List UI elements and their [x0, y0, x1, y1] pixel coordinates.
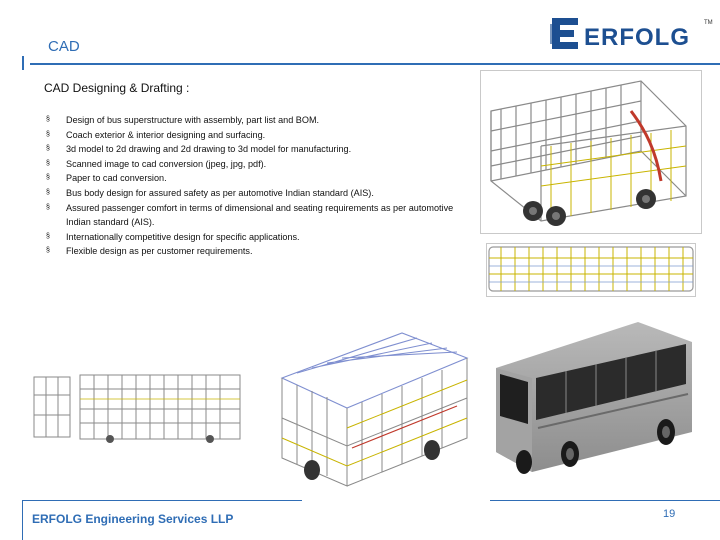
list-item-text: Internationally competitive design for specific applications. [66, 231, 300, 242]
bullet-icon: § [46, 130, 50, 138]
footer-frame-left [22, 500, 23, 540]
logo-tm: TM [704, 20, 713, 26]
page-number: 19 [663, 508, 676, 520]
list-item [46, 142, 476, 157]
list-item [46, 157, 476, 172]
list-item-text: Assured passenger comfort in terms of dimensional and seating requirements as per automotive Indian standard (AIS). [66, 202, 454, 228]
section-heading: CAD Designing & Drafting : [44, 81, 190, 95]
header-divider [30, 63, 720, 65]
list-item-text: Paper to cad conversion. [66, 173, 167, 184]
bullet-icon: § [46, 247, 50, 255]
footer-frame-top [22, 500, 302, 501]
list-item [46, 128, 476, 143]
bullet-icon: § [46, 188, 50, 196]
list-item-text: Design of bus superstructure with assembly, part list and BOM. [66, 115, 320, 125]
list-item-text: Scanned image to cad conversion (jpeg, jpg, pdf). [66, 158, 267, 169]
list-item [46, 186, 476, 201]
bullet-icon: § [46, 116, 50, 123]
list-item [46, 230, 476, 245]
footer-company-name: ERFOLG Engineering Services LLP [32, 512, 234, 526]
bullet-icon: § [46, 232, 50, 240]
bus-rendered-model-image [488, 312, 696, 480]
bus-frame-side-image [486, 243, 696, 297]
bullet-icon: § [46, 159, 50, 167]
list-item-text: Flexible design as per customer requirements. [66, 246, 253, 257]
bullet-icon: § [46, 145, 50, 153]
list-item [46, 201, 476, 230]
bullet-icon: § [46, 174, 50, 182]
bus-frame-multi-view-image [30, 365, 244, 445]
bullet-list [46, 113, 476, 259]
logo-text: ERFOLG [584, 24, 690, 51]
list-item-text: Bus body design for assured safety as per automotive Indian standard (AIS). [66, 187, 374, 198]
list-item [46, 244, 476, 259]
list-item [46, 113, 476, 128]
company-logo [548, 10, 718, 56]
bus-frame-chassis-image [480, 70, 702, 234]
list-item-text: 3d model to 2d drawing and 2d drawing to 3d model for manufacturing. [66, 144, 352, 155]
header-divider-cap [22, 56, 24, 70]
bullet-icon: § [46, 203, 50, 211]
list-item-text: Coach exterior & interior designing and surfacing. [66, 129, 266, 140]
footer-divider [490, 500, 720, 501]
bus-frame-3d-image [252, 318, 474, 490]
list-item [46, 171, 476, 186]
page-title: CAD [48, 38, 80, 55]
